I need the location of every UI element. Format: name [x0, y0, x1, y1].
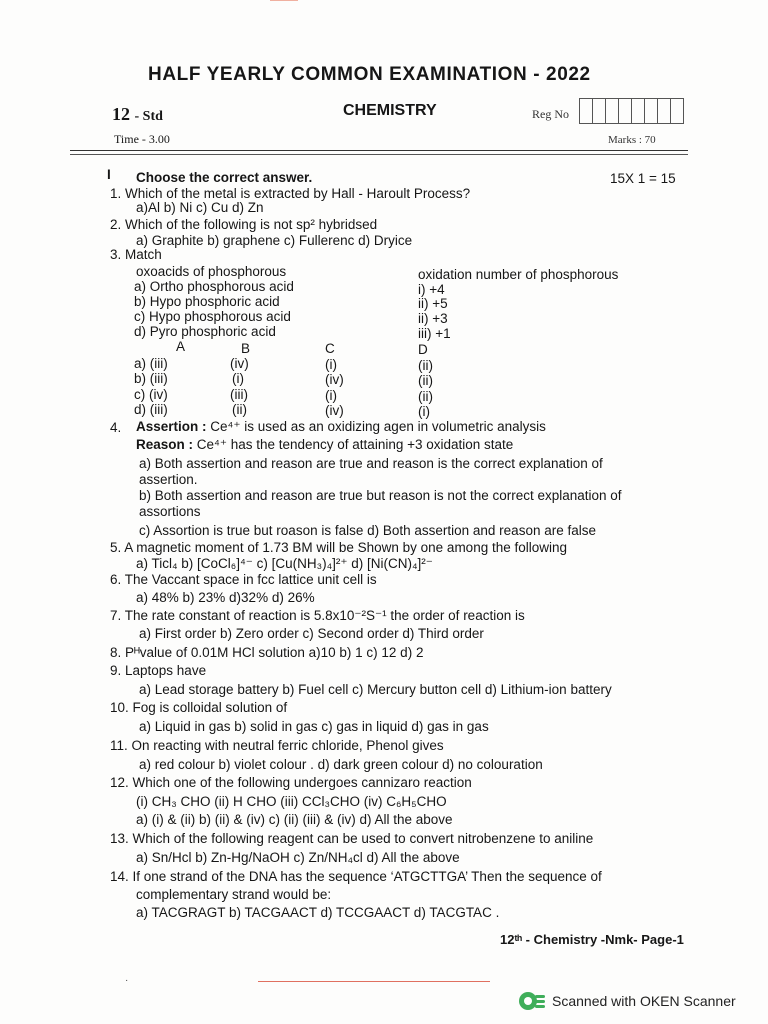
match-option-d: d) (iii) [134, 402, 168, 417]
std-suffix: - Std [134, 109, 163, 124]
question-4-option-a-cont: assertion. [139, 472, 198, 487]
reg-box [670, 98, 684, 124]
question-3: 3. Match [110, 247, 162, 262]
question-4-number: 4. [110, 420, 122, 435]
std-number: 12 [112, 104, 130, 124]
question-14: 14. If one strand of the DNA has the sequence ‘ATGCTTGA’ Then the sequence of [110, 869, 602, 884]
question-14-cont: complementary strand would be: [136, 887, 332, 902]
match-cell: (i) [418, 404, 430, 419]
section-title: Choose the correct answer. [136, 170, 313, 185]
question-7-options: a) First order b) Zero order c) Second order d) Third order [139, 626, 484, 641]
page-footer: 12ᵗʰ - Chemistry -Nmk- Page-1 [500, 932, 684, 947]
match-cell: (i) [325, 357, 337, 372]
question-7: 7. The rate constant of reaction is 5.8x10⁻²S⁻¹ the order of reaction is [110, 608, 525, 623]
match-cell: (iii) [230, 387, 248, 402]
match-option-b: b) (iii) [134, 371, 168, 386]
reg-box [618, 98, 632, 124]
question-2-options: a) Graphite b) graphene c) Fullerenc d) Dryice [136, 233, 413, 248]
question-4-option-b: b) Both assertion and reason are true but reason is not the correct explanation of [139, 488, 622, 503]
question-4-assertion [136, 419, 546, 435]
reg-box [644, 98, 658, 124]
question-6: 6. The Vaccant space in fcc lattice unit cell is [110, 572, 377, 587]
reason-text: Ce⁴⁺ has the tendency of attaining +3 oxidation state [196, 437, 514, 452]
question-1: 1. Which of the metal is extracted by Hall - Haroult Process? [110, 186, 471, 201]
question-12-items: (i) CH₃ CHO (ii) H CHO (iii) CCl₃CHO (iv) C₆H₅CHO [136, 794, 447, 809]
scan-artifact-line [258, 981, 490, 982]
match-cell: (ii) [418, 358, 433, 373]
question-14-options: a) TACGRAGT b) TACGAACT d) TCCGAACT d) TACGTAC . [136, 905, 500, 920]
scan-mark: · [125, 975, 129, 986]
match-item-iii: ii) +3 [418, 311, 448, 326]
reg-box [579, 98, 593, 124]
question-11: 11. On reacting with neutral ferric chloride, Phenol gives [110, 738, 444, 753]
match-header-c: C [325, 341, 335, 356]
match-cell: (i) [325, 388, 337, 403]
reg-box [657, 98, 671, 124]
match-item-ii: ii) +5 [418, 296, 448, 311]
match-item-c: c) Hypo phosphorous acid [134, 309, 291, 324]
scan-artifact-line [270, 0, 298, 1]
match-column-1-heading: oxoacids of phosphorous [136, 264, 287, 279]
match-item-d: d) Pyro phosphoric acid [134, 324, 276, 339]
match-header-a: A [176, 339, 186, 354]
assertion-text: Ce⁴⁺ is used as an oxidizing agen in volumetric analysis [210, 419, 546, 434]
match-item-a: a) Ortho phosphorous acid [134, 279, 294, 294]
match-item-iv: iii) +1 [418, 326, 451, 341]
match-option-c: c) (iv) [134, 387, 168, 402]
question-5-options: a) Ticl₄ b) [CoCl₆]⁴⁻ c) [Cu(NH₃)₄]²⁺ d) [Ni(CN)₄]²⁻ [136, 556, 433, 571]
section-marks: 15X 1 = 15 [610, 171, 676, 186]
question-11-options: a) red colour b) violet colour . d) dark green colour d) no colouration [139, 757, 543, 772]
question-8: 8. Pᴴvalue of 0.01M HCl solution a)10 b) 1 c) 12 d) 2 [110, 645, 424, 660]
match-header-d: D [418, 342, 428, 357]
oken-logo-icon [518, 990, 546, 1012]
match-option-a: a) (iii) [134, 356, 168, 371]
match-cell: (ii) [232, 402, 247, 417]
match-header-b: B [241, 341, 251, 356]
question-5: 5. A magnetic moment of 1.73 BM will be Shown by one among the following [110, 540, 568, 555]
match-cell: (iv) [325, 403, 344, 418]
match-cell: (ii) [418, 389, 433, 404]
match-cell: (iv) [325, 372, 344, 387]
match-column-2-heading: oxidation number of phosphorous [418, 267, 619, 282]
reg-no-label: Reg No [532, 107, 569, 121]
reg-box [605, 98, 619, 124]
question-4-reason [136, 437, 513, 453]
question-4-options-cd: c) Assortion is true but roason is false d) Both assertion and reason are false [139, 523, 596, 538]
standard-label [112, 104, 163, 125]
question-6-options: a) 48% b) 23% d)32% d) 26% [136, 590, 315, 605]
subject-title: CHEMISTRY [343, 102, 437, 119]
question-12-options: a) (i) & (ii) b) (ii) & (iv) c) (ii) (iii) & (iv) d) All the above [136, 812, 453, 827]
match-item-b: b) Hypo phosphoric acid [134, 294, 280, 309]
divider [70, 150, 688, 151]
question-10: 10. Fog is colloidal solution of [110, 700, 288, 715]
match-cell: (ii) [418, 373, 433, 388]
reg-no-boxes [580, 98, 684, 124]
match-cell: (i) [232, 371, 244, 386]
divider [70, 154, 688, 155]
question-12: 12. Which one of the following undergoes cannizaro reaction [110, 775, 472, 790]
question-9: 9. Laptops have [110, 663, 207, 678]
match-cell: (iv) [230, 356, 249, 371]
scanner-text: Scanned with OKEN Scanner [552, 993, 736, 1009]
reason-label: Reason : [136, 437, 194, 452]
question-13-options: a) Sn/Hcl b) Zn-Hg/NaOH c) Zn/NH₄cl d) All the above [136, 850, 460, 865]
reg-box [592, 98, 606, 124]
reg-box [631, 98, 645, 124]
exam-title: HALF YEARLY COMMON EXAMINATION - 2022 [148, 64, 591, 85]
scanner-watermark [518, 990, 736, 1012]
assertion-label: Assertion : [136, 419, 207, 434]
section-number: I [107, 167, 111, 182]
marks-label: Marks : 70 [608, 134, 656, 146]
time-label: Time - 3.00 [114, 132, 170, 146]
question-4-option-a: a) Both assertion and reason are true and reason is the correct explanation of [139, 456, 603, 471]
question-4-option-b-cont: assortions [139, 504, 201, 519]
question-1-options: a)Al b) Ni c) Cu d) Zn [136, 200, 264, 215]
question-9-options: a) Lead storage battery b) Fuel cell c) Mercury button cell d) Lithium-ion battery [139, 682, 612, 697]
question-2: 2. Which of the following is not sp² hybridsed [110, 217, 378, 232]
match-item-i: i) +4 [418, 282, 445, 297]
question-13: 13. Which of the following reagent can be used to convert nitrobenzene to aniline [110, 831, 594, 846]
question-10-options: a) Liquid in gas b) solid in gas c) gas in liquid d) gas in gas [139, 719, 489, 734]
